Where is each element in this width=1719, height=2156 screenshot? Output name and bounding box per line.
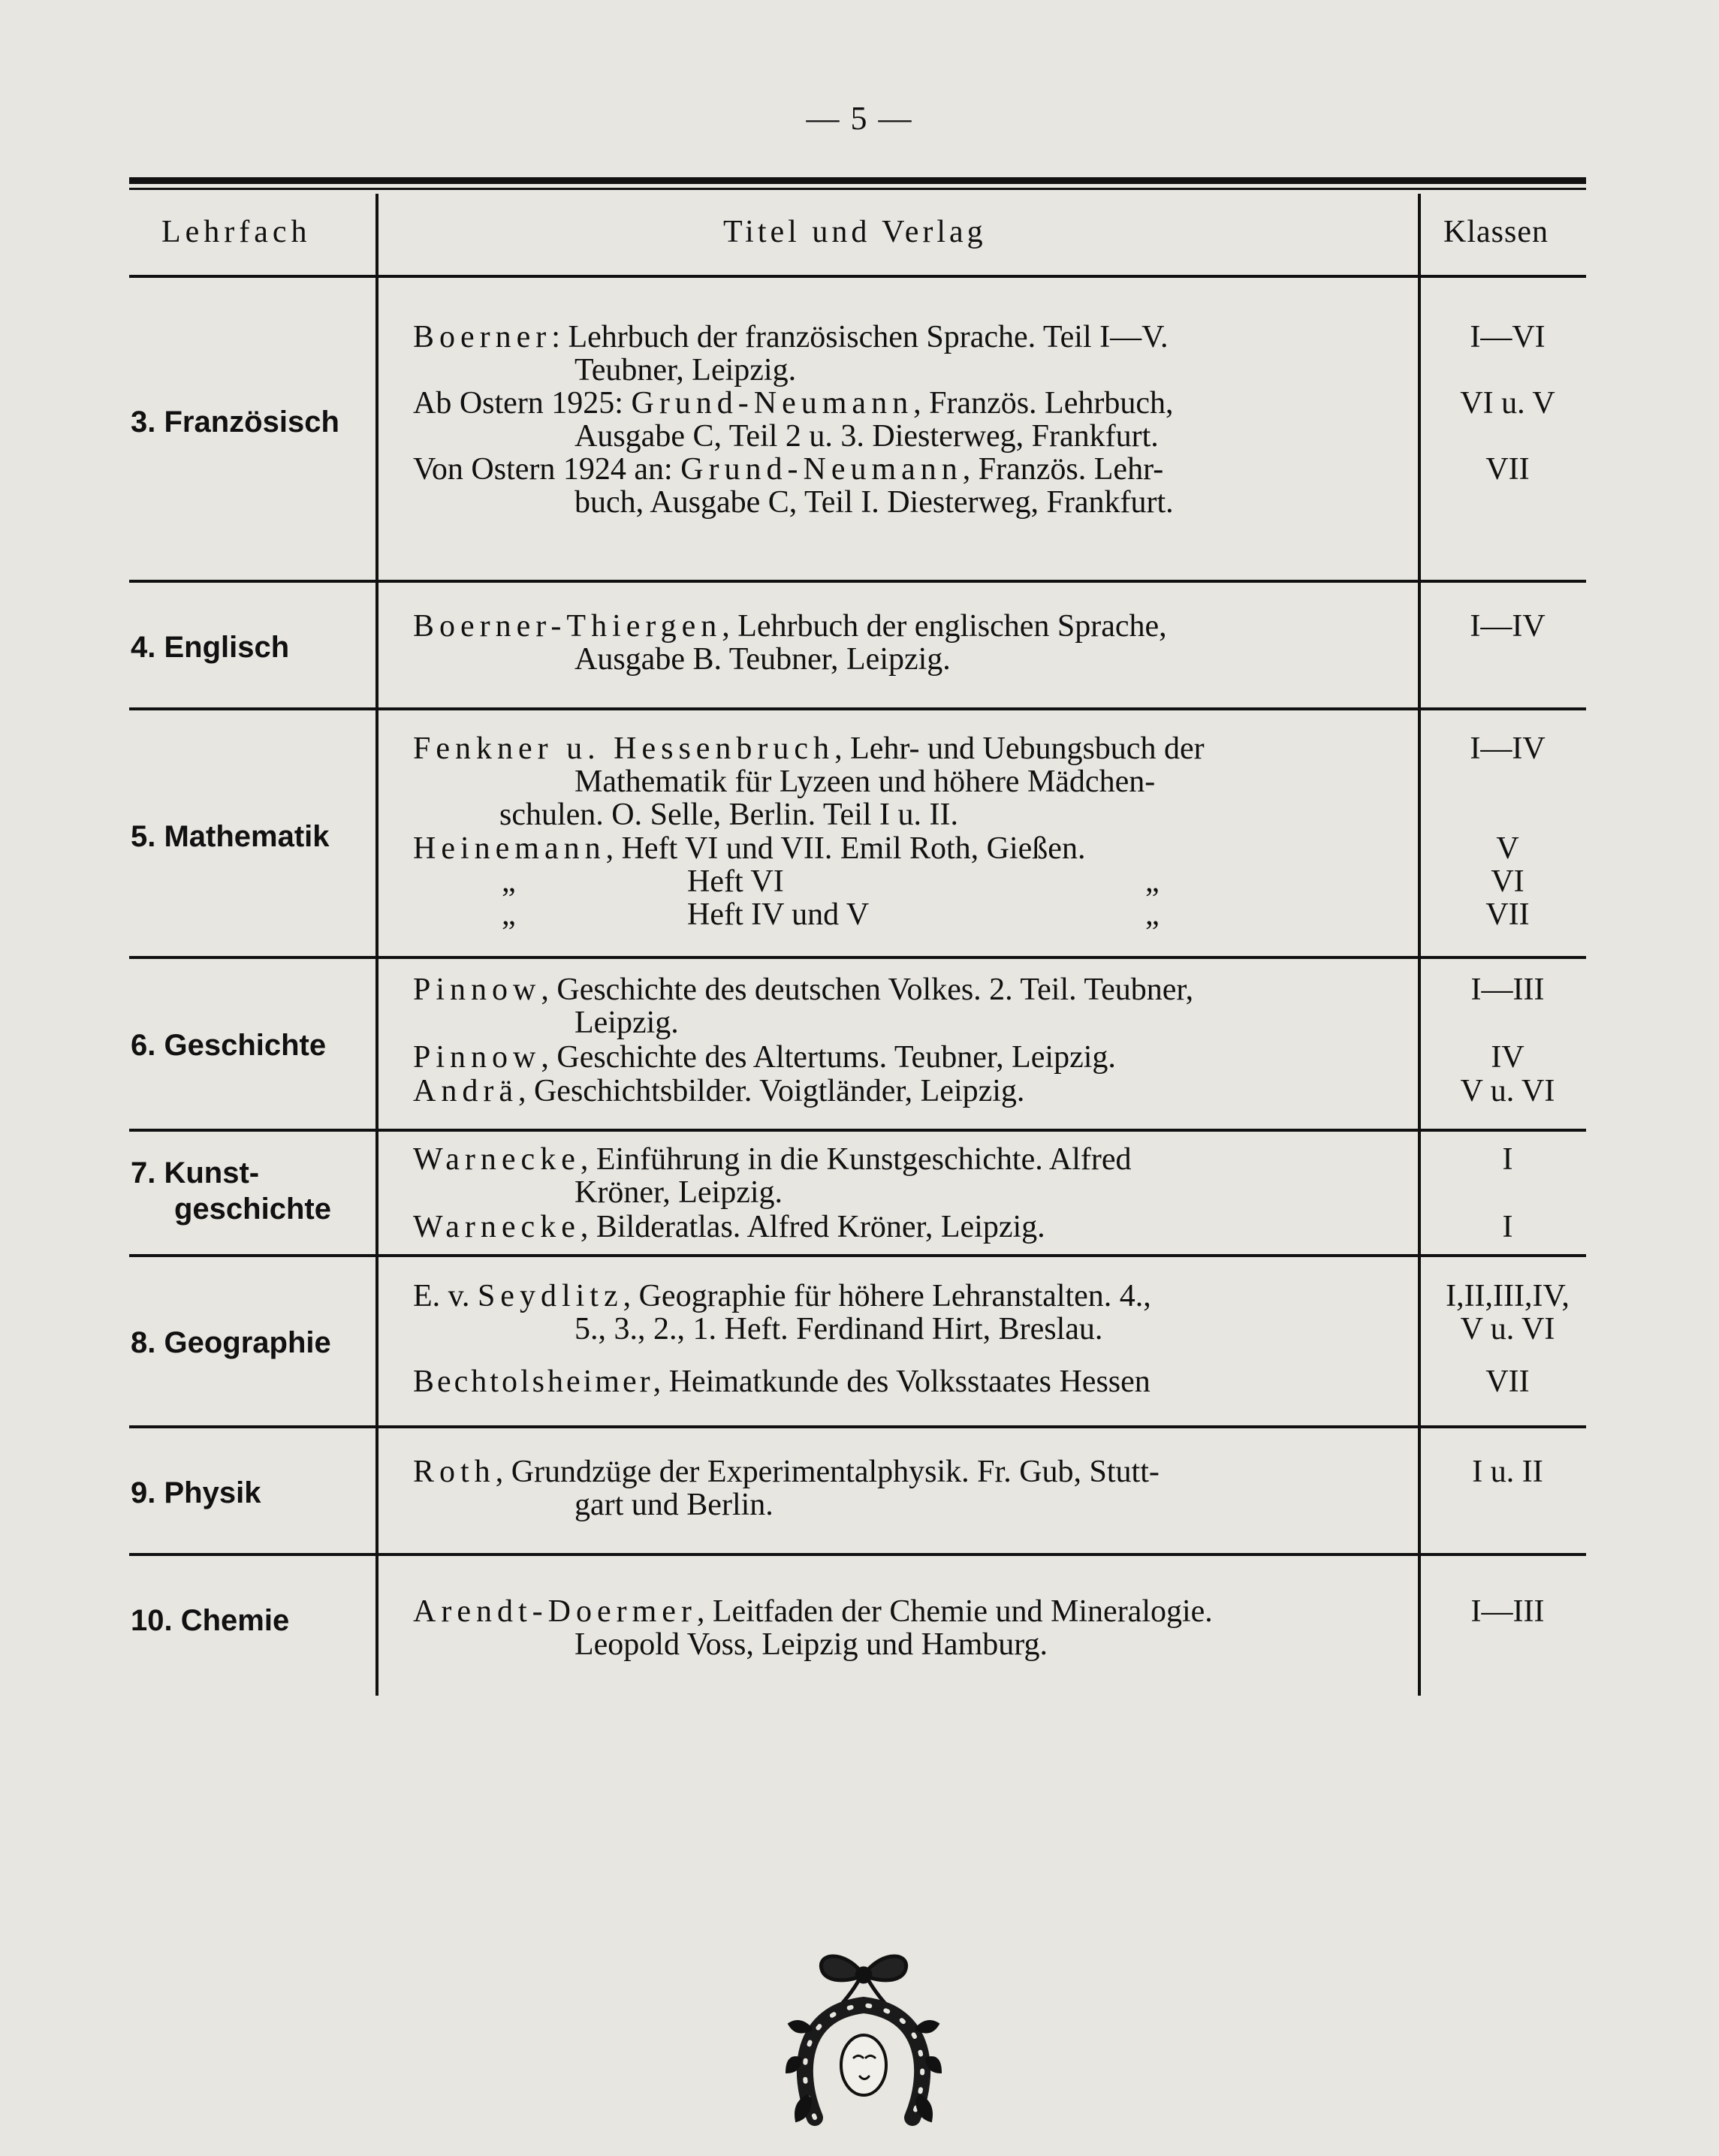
row-rule <box>129 707 1586 710</box>
entry-mathematik-1: Fenkner u. Hessenbruch, Lehr- und Uebungsbuch der Mathematik für Lyzeen und höhere Mädchen- schulen. O. Selle, Berlin. Teil I u. II. <box>413 731 1205 832</box>
entry-franzoesisch-1: Boerner: Lehrbuch der französischen Sprache. Teil I—V. Teubner, Leipzig. <box>413 320 1169 387</box>
klassen-mathematik-4: VII <box>1485 897 1530 932</box>
row-rule <box>129 1425 1586 1428</box>
entry-geschichte-1: Pinnow, Geschichte des deutschen Volkes. 2. Teil. Teubner, Leipzig. <box>413 972 1194 1040</box>
column-divider-right <box>1418 194 1421 1696</box>
entry-chemie-1: Arendt-Doermer, Leitfaden der Chemie und Mineralogie. Leopold Voss, Leipzig und Hamburg. <box>413 1594 1213 1662</box>
entry-geschichte-2: Pinnow, Geschichte des Altertums. Teubner, Leipzig. <box>413 1040 1116 1075</box>
klassen-mathematik-1: I—IV <box>1470 731 1546 766</box>
klassen-mathematik-2: V <box>1496 831 1519 866</box>
row-rule <box>129 1129 1586 1132</box>
subject-mathematik: 5. Mathematik <box>131 820 330 853</box>
entry-kunstgeschichte-1: Warnecke, Einführung in die Kunstgeschichte. Alfred Kröner, Leipzig. <box>413 1142 1132 1210</box>
entry-franzoesisch-3: Von Ostern 1924 an: Grund-Neumann, Französ. Lehr- buch, Ausgabe C, Teil I. Diesterweg, Frankfurt. <box>413 452 1174 520</box>
klassen-franzoesisch-3: VII <box>1485 452 1530 487</box>
klassen-physik-1: I u. II <box>1472 1455 1543 1489</box>
entry-physik-1: Roth, Grundzüge der Experimentalphysik. Fr. Gub, Stutt- gart und Berlin. <box>413 1455 1160 1522</box>
entry-kunstgeschichte-2: Warnecke, Bilderatlas. Alfred Kröner, Leipzig. <box>413 1210 1045 1244</box>
subject-kunstgeschichte-line1: 7. Kunst- <box>131 1156 260 1190</box>
klassen-geschichte-3: V u. VI <box>1460 1074 1555 1108</box>
subject-chemie: 10. Chemie <box>131 1604 290 1637</box>
header-rule <box>129 275 1586 278</box>
subject-franzoesisch: 3. Französisch <box>131 406 339 439</box>
klassen-chemie-1: I—III <box>1470 1594 1545 1629</box>
header-lehrfach: Lehrfach <box>161 215 312 249</box>
header-titel-verlag: Titel und Verlag <box>723 215 987 249</box>
page-number: — 5 — <box>806 100 913 137</box>
subject-englisch: 4. Englisch <box>131 631 290 664</box>
klassen-geographie-2: V u. VI <box>1460 1312 1555 1346</box>
entry-franzoesisch-2: Ab Ostern 1925: Grund-Neumann, Französ. Lehrbuch, Ausgabe C, Teil 2 u. 3. Diesterweg, Frankfurt. <box>413 386 1174 454</box>
entry-mathematik-2: Heinemann, Heft VI und VII. Emil Roth, Gießen. <box>413 831 1086 866</box>
column-divider-left <box>375 194 378 1696</box>
entry-geschichte-3: Andrä, Geschichtsbilder. Voigtländer, Leipzig. <box>413 1074 1025 1108</box>
row-rule <box>129 580 1586 583</box>
subject-kunstgeschichte <box>131 1155 371 1227</box>
klassen-geschichte-1: I—III <box>1470 972 1545 1007</box>
entry-geographie-1: E. v. Seydlitz, Geographie für höhere Lehranstalten. 4., 5., 3., 2., 1. Heft. Ferdinand Hirt, Breslau. <box>413 1279 1151 1346</box>
klassen-mathematik-3: VI <box>1491 864 1524 899</box>
entry-mathematik-3: „ Heft VI „ <box>502 864 1160 899</box>
row-rule <box>129 1553 1586 1556</box>
row-rule <box>129 1254 1586 1257</box>
klassen-franzoesisch-2: VI u. V <box>1460 386 1555 421</box>
subject-geographie: 8. Geographie <box>131 1326 331 1359</box>
entry-mathematik-4: „ Heft IV und V „ <box>502 897 1160 932</box>
top-rule-thick <box>129 177 1586 184</box>
header-klassen: Klassen <box>1443 215 1549 249</box>
subject-kunstgeschichte-line2: geschichte <box>174 1193 331 1226</box>
top-rule-thin <box>129 188 1586 190</box>
klassen-geographie-3: VII <box>1485 1364 1530 1399</box>
subject-geschichte: 6. Geschichte <box>131 1029 327 1062</box>
row-rule <box>129 956 1586 959</box>
entry-geographie-2: Bechtolsheimer, Heimatkunde des Volksstaates Hessen <box>413 1364 1151 1399</box>
horseshoe-ribbon-ornament-icon <box>785 1945 942 2140</box>
entry-englisch-1: Boerner-Thiergen, Lehrbuch der englischen Sprache, Ausgabe B. Teubner, Leipzig. <box>413 609 1167 677</box>
klassen-geographie-1: I,II,III,IV, <box>1446 1279 1570 1313</box>
klassen-kunstgeschichte-2: I <box>1502 1210 1513 1244</box>
klassen-kunstgeschichte-1: I <box>1502 1142 1513 1177</box>
klassen-geschichte-2: IV <box>1491 1040 1524 1075</box>
klassen-franzoesisch-1: I—VI <box>1470 320 1546 354</box>
subject-physik: 9. Physik <box>131 1476 261 1509</box>
klassen-englisch-1: I—IV <box>1470 609 1546 644</box>
